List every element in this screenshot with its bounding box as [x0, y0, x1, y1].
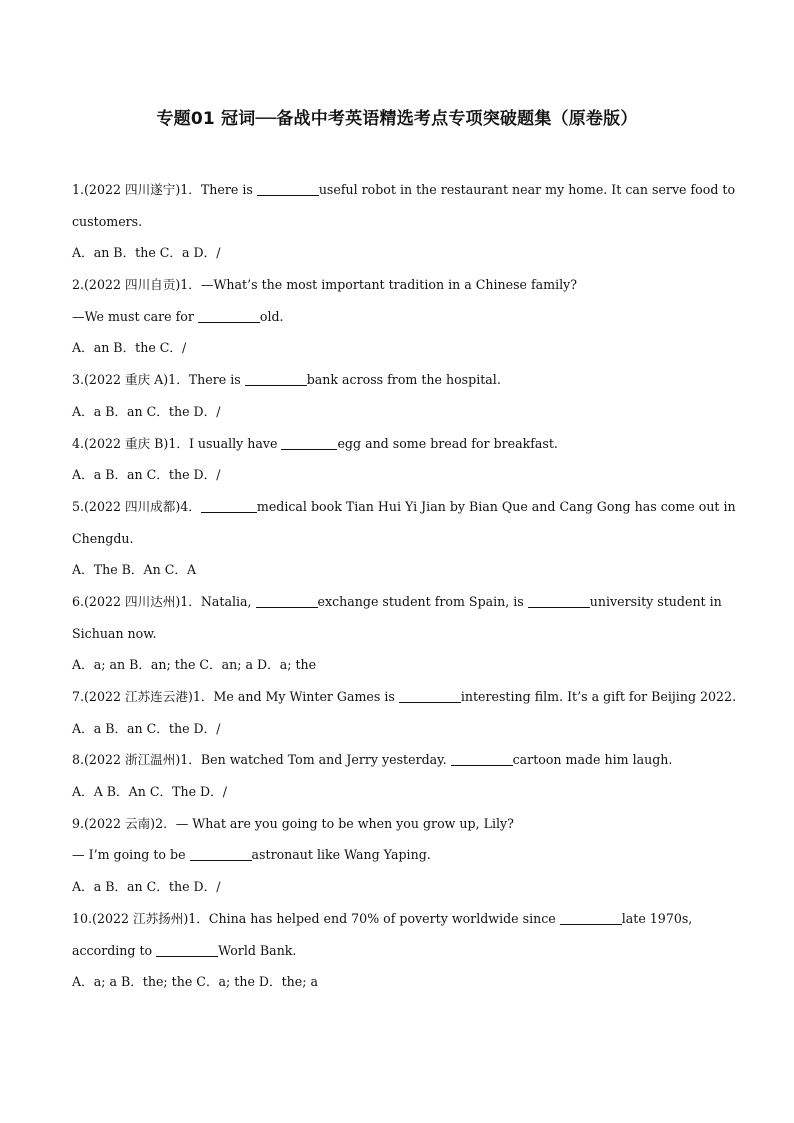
question-2-prefix: —We must care for	[72, 308, 198, 324]
question-5-continuation: Chengdu.	[72, 530, 134, 546]
question-10-line2-suffix: World Bank.	[218, 942, 297, 958]
question-10-prefix: 10.(2022 江苏扬州)1．China has helped end 70% of poverty worldwide since	[72, 910, 560, 926]
question-4-prefix: 4.(2022 重庆 B)1．I usually have	[72, 435, 282, 451]
answer-blank	[198, 308, 260, 323]
question-4-stem	[72, 428, 722, 460]
question-5-prefix: 5.(2022 四川成都)4．	[72, 498, 201, 514]
question-10-stem	[72, 903, 722, 935]
answer-blank	[560, 910, 622, 925]
question-1-continuation: customers.	[72, 213, 143, 229]
question-9-suffix: astronaut like Wang Yaping.	[251, 847, 431, 863]
question-6-prefix: 6.(2022 四川达州)1．Natalia,	[72, 593, 256, 609]
question-3-suffix: bank across from the hospital.	[306, 372, 501, 388]
page-title: 专题01 冠词──备战中考英语精选考点专项突破题集（原卷版）	[156, 109, 638, 129]
question-5-suffix: medical book Tian Hui Yi Jian by Bian Que and Cang Gong has come out in	[256, 498, 736, 514]
question-9-prefix: — I’m going to be	[72, 847, 190, 863]
question-7-options: A．a B．an C．the D．/	[72, 720, 221, 736]
question-8-stem	[72, 744, 722, 776]
question-list	[72, 174, 737, 998]
question-5-stem	[72, 491, 736, 523]
question-10-continuation	[72, 935, 722, 967]
question-1-prefix: 1.(2022 四川遂宁)1．There is	[72, 182, 257, 197]
answer-blank	[256, 593, 318, 608]
question-4-options: A．a B．an C．the D．/	[72, 467, 221, 483]
answer-blank	[257, 181, 319, 196]
question-2-suffix: old.	[259, 308, 284, 324]
question-6-options: A．a; an B．an; the C．an; a D．a; the	[72, 657, 317, 673]
answer-blank	[281, 435, 337, 450]
question-3-options: A．a B．an C．the D．/	[72, 403, 221, 419]
question-1-stem	[72, 174, 736, 206]
answer-blank	[528, 593, 590, 608]
question-3-prefix: 3.(2022 重庆 A)1．There is	[72, 372, 245, 388]
question-5-options: A．The B．An C．A	[72, 562, 197, 578]
question-10-options: A．a; a B．the; the C．a; the D．the; a	[72, 974, 318, 990]
answer-blank	[245, 371, 307, 386]
answer-blank	[201, 498, 257, 513]
question-6-middle: exchange student from Spain, is	[317, 593, 528, 609]
question-8-options: A．A B．An C．The D．/	[72, 784, 227, 800]
question-7-suffix: interesting film. It’s a gift for Beijing 2022.	[460, 689, 737, 704]
answer-blank	[156, 942, 218, 957]
question-2-options: A．an B．the C．/	[72, 340, 187, 356]
answer-blank	[399, 688, 461, 703]
question-6-stem	[72, 586, 722, 618]
question-8-prefix: 8.(2022 浙江温州)1．Ben watched Tom and Jerry yesterday.	[72, 752, 451, 768]
question-2-stem: 2.(2022 四川自贡)1．—What’s the most important tradition in a Chinese family?	[72, 277, 578, 293]
question-9-options: A．a B．an C．the D．/	[72, 879, 221, 895]
question-1-options: A．an B．the C．a D．/	[72, 245, 221, 261]
answer-blank	[451, 751, 513, 766]
question-10-suffix: late 1970s,	[621, 910, 693, 926]
question-7-prefix: 7.(2022 江苏连云港)1．Me and My Winter Games is	[72, 689, 399, 704]
question-2-response	[72, 301, 722, 333]
question-7-stem	[72, 681, 737, 713]
question-1-suffix: useful robot in the restaurant near my home. It can serve food to	[318, 182, 736, 197]
question-9-stem: 9.(2022 云南)2．— What are you going to be when you grow up, Lily?	[72, 815, 514, 831]
question-6-suffix: university student in	[589, 593, 722, 609]
question-3-stem	[72, 364, 722, 396]
answer-blank	[190, 846, 252, 861]
question-8-suffix: cartoon made him laugh.	[512, 752, 673, 768]
question-10-line2-prefix: according to	[72, 942, 157, 958]
question-6-continuation: Sichuan now.	[72, 625, 157, 641]
question-4-suffix: egg and some bread for breakfast.	[337, 435, 558, 451]
question-9-response	[72, 839, 722, 871]
